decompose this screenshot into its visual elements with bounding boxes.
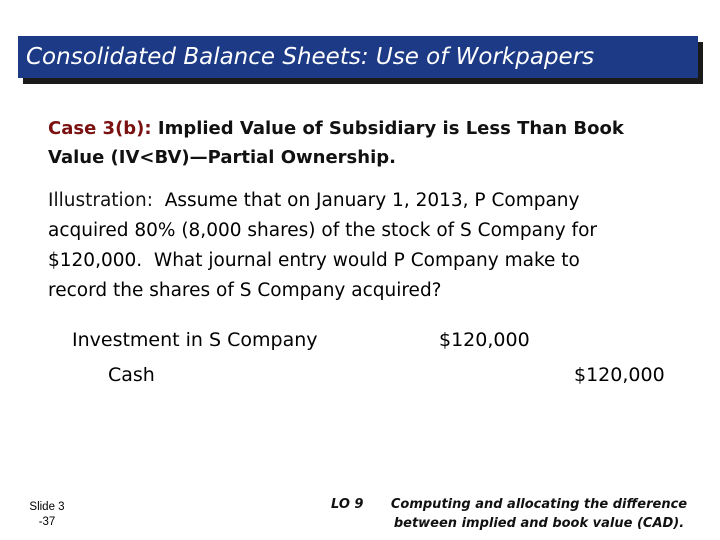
slide-number-line-2: -37 (38, 516, 56, 528)
illustration-line-4: record the shares of S Company acquired? (48, 280, 442, 301)
case-line-1 (48, 114, 688, 143)
case-heading (48, 114, 688, 172)
illustration-line-2: acquired 80% (8,000 shares) of the stock of S Company for (48, 220, 597, 241)
illustration-paragraph (48, 186, 688, 306)
slide-number (27, 500, 67, 530)
case-line-1-text: Implied Value of Subsidiary is Less Than Book (151, 118, 624, 139)
lo-description (384, 495, 694, 533)
case-label: Case 3(b): (48, 118, 152, 139)
illustration-line-3: $120,000. What journal entry would P Company make to (48, 250, 580, 271)
credit-account: Cash (108, 364, 155, 386)
debit-amount: $120,000 (439, 329, 530, 351)
slide-number-line-1: Slide 3 (29, 501, 65, 513)
illustration-line-1-text: Assume that on January 1, 2013, P Company (152, 190, 580, 211)
lo-label: LO 9 (331, 497, 364, 512)
slide-title: Consolidated Balance Sheets: Use of Workpapers (18, 36, 698, 78)
case-line-2: Value (IV<BV)—Partial Ownership. (48, 147, 396, 168)
lo-description-line-2: between implied and book value (CAD). (393, 516, 685, 531)
illustration-line-1 (48, 186, 688, 216)
illustration-label: Illustration: (48, 190, 153, 211)
debit-account: Investment in S Company (72, 329, 318, 351)
lo-description-line-1: Computing and allocating the difference (390, 497, 688, 512)
credit-amount: $120,000 (574, 364, 665, 386)
